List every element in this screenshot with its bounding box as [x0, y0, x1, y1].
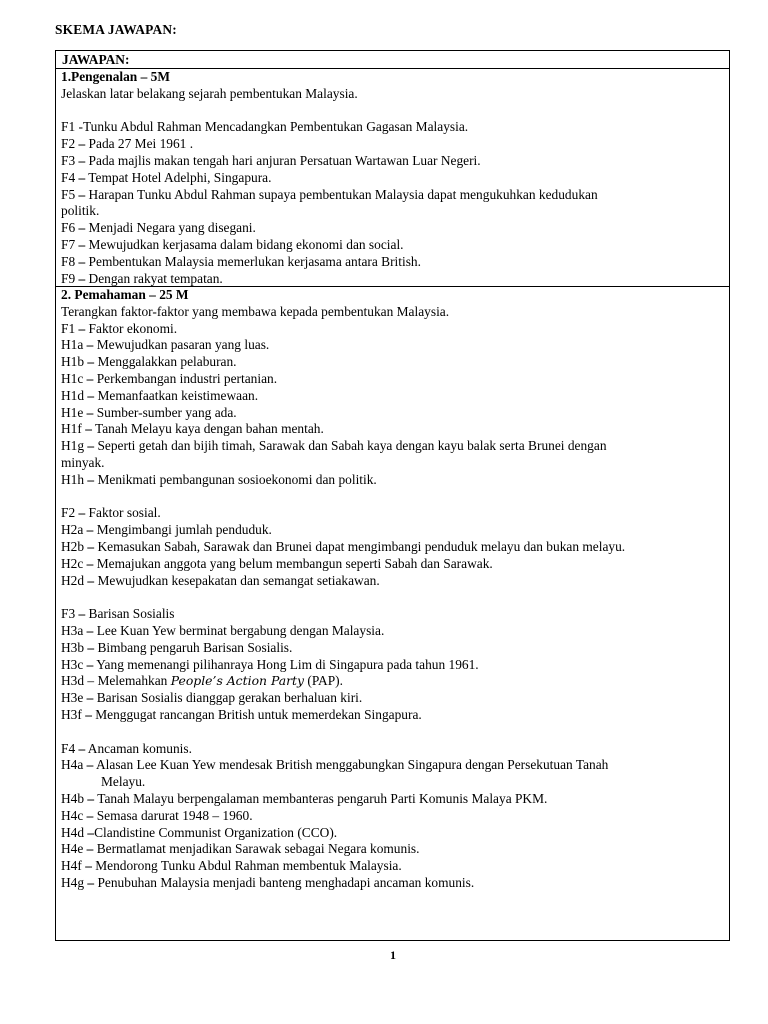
answer-point: H4a – Alasan Lee Kuan Yew mendesak British menggabungkan Singapura dengan Persekutuan Tanah	[61, 757, 609, 773]
answer-point: H3e – Barisan Sosialis dianggap gerakan berhaluan kiri.	[61, 690, 363, 706]
answer-point: H2b – Kemasukan Sabah, Sarawak dan Brunei dapat mengimbangi penduduk melayu dan bukan melayu.	[61, 538, 626, 554]
answer-point: H2d – Mewujudkan kesepakatan dan semangat setiakawan.	[61, 572, 380, 588]
section-question: Jelaskan latar belakang sejarah pembentukan Malaysia.	[61, 85, 358, 101]
answer-point: H3c – Yang memenangi pilihanraya Hong Lim di Singapura pada tahun 1961.	[61, 656, 479, 672]
answer-point	[61, 673, 721, 690]
answer-point: H1e – Sumber-sumber yang ada.	[61, 404, 237, 420]
answer-point: F6 – Menjadi Negara yang disegani.	[61, 220, 256, 236]
answer-point: H3b – Bimbang pengaruh Barisan Sosialis.	[61, 639, 293, 655]
section-introduction	[56, 69, 729, 287]
answer-point: F7 – Mewujudkan kerjasama dalam bidang ekonomi dan social.	[61, 236, 404, 252]
answer-point: H1g – Seperti getah dan bijih timah, Sarawak dan Sabah kaya dengan kayu balak serta Brunei dengan	[61, 438, 607, 454]
answer-point: F3 – Pada majlis makan tengah hari anjuran Persatuan Wartawan Luar Negeri.	[61, 152, 481, 168]
answer-point: H4g – Penubuhan Malaysia menjadi banteng menghadapi ancaman komunis.	[61, 874, 475, 890]
answer-point-continuation: politik.	[61, 203, 100, 219]
factor-heading: F4 – Ancaman komunis.	[61, 740, 192, 756]
answer-point: H1b – Menggalakkan pelaburan.	[61, 354, 237, 370]
answer-point-continuation: Melayu.	[101, 774, 146, 790]
answer-point: H3f – Menggugat rancangan British untuk memerdekan Singapura.	[61, 706, 422, 722]
factor-heading: F3 – Barisan Sosialis	[61, 606, 175, 622]
answer-point-prefix: H3d – Melemahkan	[61, 673, 171, 689]
section-title: 1.Pengenalan – 5M	[61, 69, 170, 84]
section-title: 2. Pemahaman – 25 M	[61, 287, 189, 302]
answer-point-suffix: (PAP).	[304, 673, 343, 689]
party-name: People’s Action Party	[170, 673, 305, 689]
answer-point: H4d –Clandistine Communist Organization (CCO).	[61, 824, 338, 840]
answer-point: H1a – Mewujudkan pasaran yang luas.	[61, 337, 270, 353]
page-heading: SKEMA JAWAPAN:	[55, 22, 177, 37]
answer-point: F1 -Tunku Abdul Rahman Mencadangkan Pembentukan Gagasan Malaysia.	[61, 119, 469, 135]
answer-point-continuation: minyak.	[61, 454, 105, 470]
answer-point: H1f – Tanah Melayu kaya dengan bahan mentah.	[61, 421, 324, 437]
answer-point: F5 – Harapan Tunku Abdul Rahman supaya pembentukan Malaysia dapat mengukuhkan kedudukan	[61, 186, 598, 202]
answer-table	[55, 50, 730, 941]
answer-point: H1c – Perkembangan industri pertanian.	[61, 370, 278, 386]
answer-point: H3a – Lee Kuan Yew berminat bergabung dengan Malaysia.	[61, 622, 385, 638]
answer-point: H2a – Mengimbangi jumlah penduduk.	[61, 522, 272, 538]
answer-point: F2 – Pada 27 Mei 1961 .	[61, 136, 194, 152]
answer-point: H2c – Memajukan anggota yang belum membangun seperti Sabah dan Sarawak.	[61, 555, 493, 571]
answer-point: F8 – Pembentukan Malaysia memerlukan kerjasama antara British.	[61, 253, 421, 269]
factor-heading: F1 – Faktor ekonomi.	[61, 320, 178, 336]
answer-point: H4f – Mendorong Tunku Abdul Rahman membentuk Malaysia.	[61, 858, 402, 874]
table-header: JAWAPAN:	[56, 51, 729, 69]
answer-point: H4b – Tanah Malayu berpengalaman membanteras pengaruh Parti Komunis Malaya PKM.	[61, 790, 548, 806]
answer-point: H1d – Memanfaatkan keistimewaan.	[61, 387, 259, 403]
page-number: 1	[390, 948, 396, 962]
section-understanding	[56, 287, 729, 892]
answer-point: F9 – Dengan rakyat tempatan.	[61, 270, 223, 286]
answer-point: H4e – Bermatlamat menjadikan Sarawak sebagai Negara komunis.	[61, 841, 420, 857]
factor-heading: F2 – Faktor sosial.	[61, 505, 161, 521]
answer-point: H1h – Menikmati pembangunan sosioekonomi dan politik.	[61, 471, 377, 487]
answer-point: H4c – Semasa darurat 1948 – 1960.	[61, 807, 253, 823]
section-question: Terangkan faktor-faktor yang membawa kepada pembentukan Malaysia.	[61, 303, 450, 319]
answer-point: F4 – Tempat Hotel Adelphi, Singapura.	[61, 169, 272, 185]
